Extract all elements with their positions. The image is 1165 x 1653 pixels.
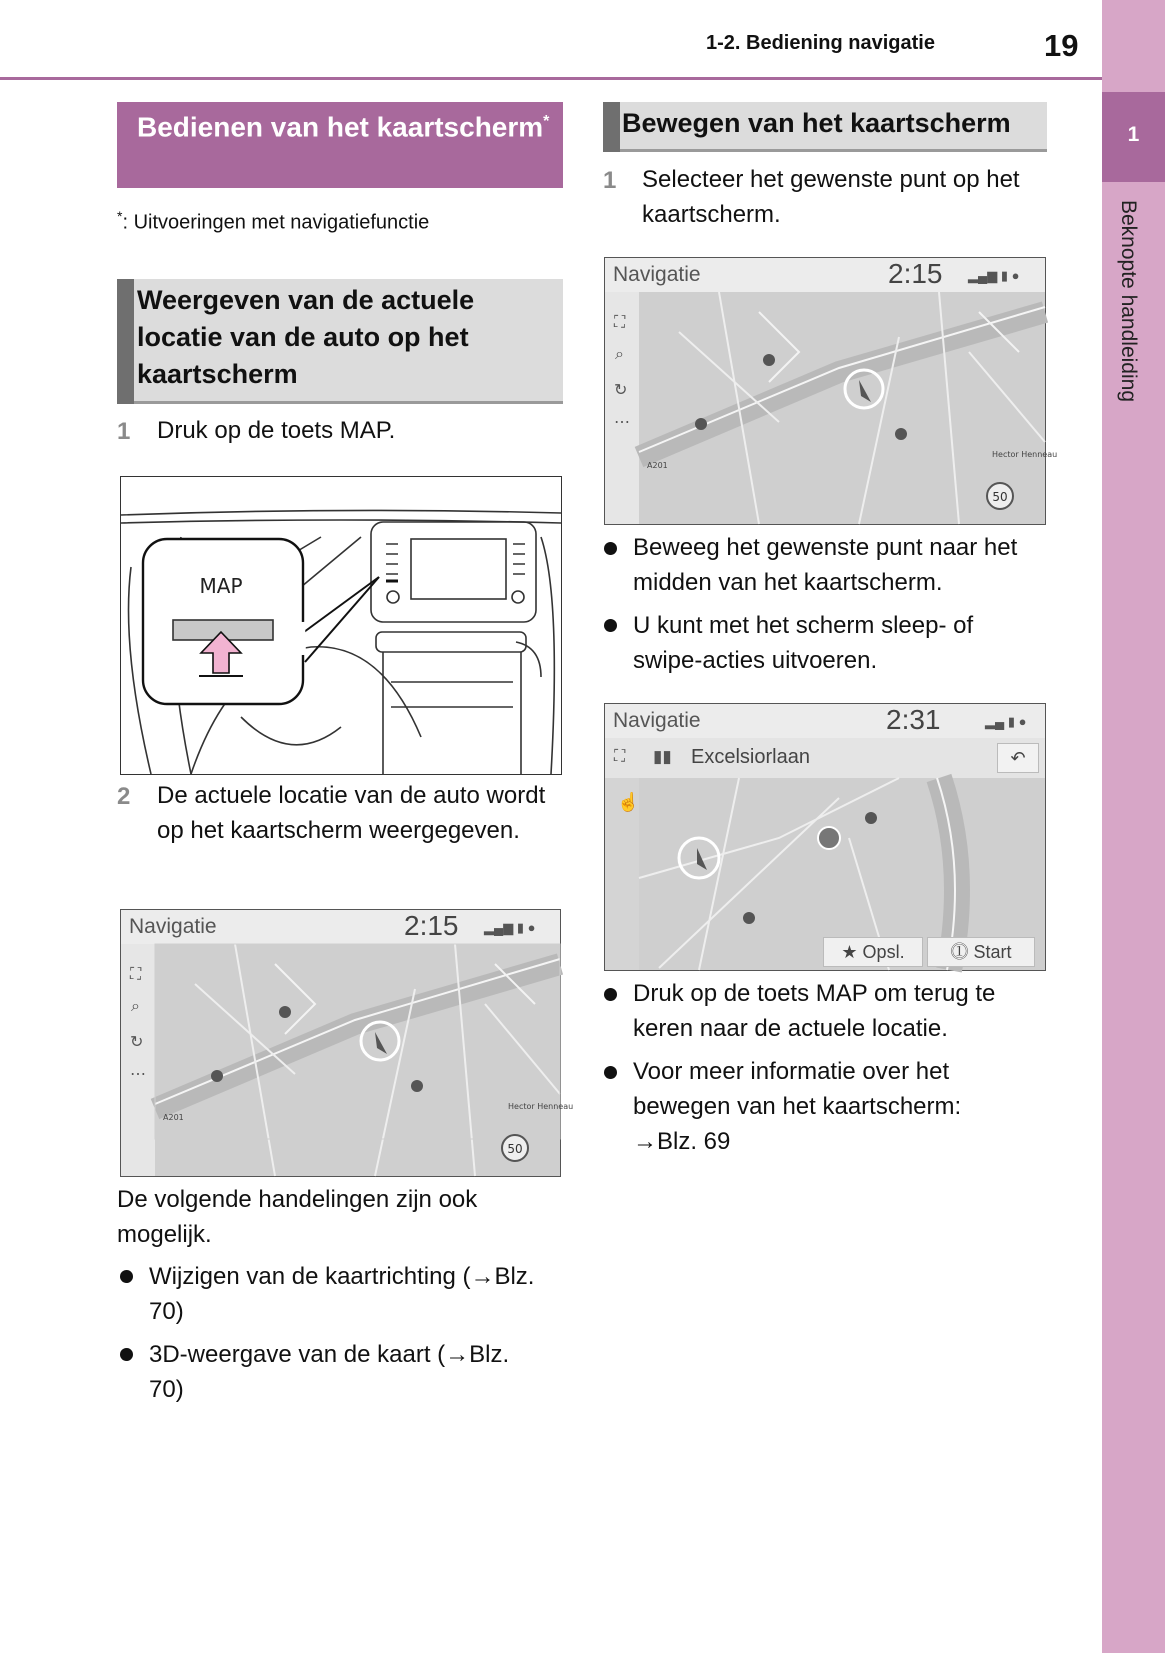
back-button[interactable]: ↶ — [997, 743, 1039, 773]
street-bar — [605, 738, 1045, 778]
signal-icon: ▂▄▆ ▮ ● — [484, 920, 536, 935]
navigation-screen-moved — [604, 703, 1046, 971]
speed-limit: 50 — [507, 1142, 523, 1156]
subsection-title: Weergeven van de actuele locatie van de auto op het kaartscherm — [137, 285, 475, 389]
page-number: 19 — [1044, 28, 1079, 63]
rotate-icon[interactable]: ↻ — [614, 382, 628, 399]
map[interactable] — [155, 944, 574, 1176]
screen-title: Navigatie — [613, 263, 701, 286]
map-drawing — [155, 944, 574, 1176]
save-button[interactable]: ★ Opsl. — [823, 937, 923, 967]
screen-title: Navigatie — [613, 709, 701, 732]
bullet-dot — [604, 619, 617, 632]
bullet-item: Wijzigen van de kaartrichting (→Blz. 70) — [149, 1263, 535, 1325]
screen-clock: 2:31 — [886, 704, 941, 735]
start-button[interactable]: ⓵ Start — [927, 937, 1035, 967]
map-drawing — [639, 292, 1058, 524]
navigation-screen — [120, 909, 574, 1177]
section-bar — [603, 102, 620, 152]
step-text: De actuele locatie van de auto wordt op het kaartscherm weergegeven. — [157, 782, 546, 844]
dashboard-illustration — [120, 476, 562, 775]
section-title: Bewegen van het kaartscherm — [622, 108, 1011, 138]
more-icon[interactable]: ⋯ — [130, 1066, 146, 1083]
main-title: Bedienen van het kaartscherm* — [137, 111, 550, 143]
paragraph: De volgende handelingen zijn ook mogelijk. — [117, 1186, 478, 1248]
flag-icon: ▮▮ — [653, 747, 672, 766]
screen-sidebar — [121, 944, 155, 1176]
bullet-item: U kunt met het scherm sleep- of swipe-acties uitvoeren. — [633, 612, 974, 674]
map-street-label: Hector Henneau — [508, 1102, 574, 1111]
screen-header — [121, 910, 560, 944]
step-number: 1 — [603, 167, 617, 194]
screen-title: Navigatie — [129, 915, 217, 938]
dashboard-drawing — [121, 477, 561, 774]
step-number: 1 — [117, 418, 131, 445]
road-number: A201 — [647, 461, 668, 470]
screen-clock: 2:15 — [888, 258, 943, 289]
bullet-item: 3D-weergave van de kaart (→Blz. 70) — [149, 1341, 510, 1403]
rotate-icon[interactable]: ↻ — [130, 1034, 144, 1051]
map-button-label: MAP — [199, 574, 243, 598]
navigation-screen — [604, 257, 1058, 525]
more-icon[interactable]: ⋯ — [614, 414, 630, 431]
bullet-dot — [604, 1066, 617, 1079]
section-header: 1-2. Bediening navigatie — [706, 32, 935, 54]
bullet-dot — [604, 988, 617, 1001]
fullscreen-icon[interactable]: ⛶ — [614, 748, 626, 765]
street-name: Excelsiorlaan — [691, 746, 810, 768]
screen-header — [605, 704, 1045, 738]
footnote: *: Uitvoeringen met navigatiefunctie — [117, 208, 430, 234]
bullet-dot — [120, 1270, 133, 1283]
screen-header — [605, 258, 1045, 292]
fullscreen-icon[interactable]: ⛶ — [614, 314, 626, 331]
map[interactable] — [639, 292, 1058, 524]
bullet-item: Druk op de toets MAP om terug te keren naar de actuele locatie. — [633, 980, 996, 1042]
search-icon[interactable]: ⌕ — [131, 998, 140, 1015]
bullet-dot — [120, 1348, 133, 1361]
search-icon[interactable]: ⌕ — [615, 346, 624, 363]
road-number: A201 — [163, 1113, 184, 1122]
screen-sidebar — [605, 292, 639, 524]
step-text: Selecteer het gewenste punt op het kaartscherm. — [642, 166, 1020, 228]
signal-icon: ▂▄▆ ▮ ● — [968, 268, 1020, 283]
chapter-number: 1 — [1102, 92, 1165, 182]
step-number: 2 — [117, 783, 131, 810]
speed-limit: 50 — [992, 490, 1008, 504]
navigate-icon: ⓵ — [950, 942, 974, 962]
header-rule — [0, 77, 1102, 80]
screen-clock: 2:15 — [404, 910, 459, 941]
hand-icon[interactable]: ☝ — [617, 792, 640, 812]
map-street-label: Hector Henneau — [992, 450, 1058, 459]
bullet-item: Voor meer informatie over het bewegen van het kaartscherm: →Blz. 69 — [633, 1058, 962, 1155]
bullet-dot — [604, 542, 617, 555]
step-text: Druk op de toets MAP. — [157, 417, 396, 444]
fullscreen-icon[interactable]: ⛶ — [130, 966, 142, 983]
bullet-item: Beweeg het gewenste punt naar het midden van het kaartscherm. — [633, 534, 1018, 596]
chapter-label: Beknopte handleiding — [1117, 200, 1140, 403]
subsection-bar — [117, 279, 134, 404]
signal-icon: ▂▄ ▮ ● — [985, 714, 1027, 729]
